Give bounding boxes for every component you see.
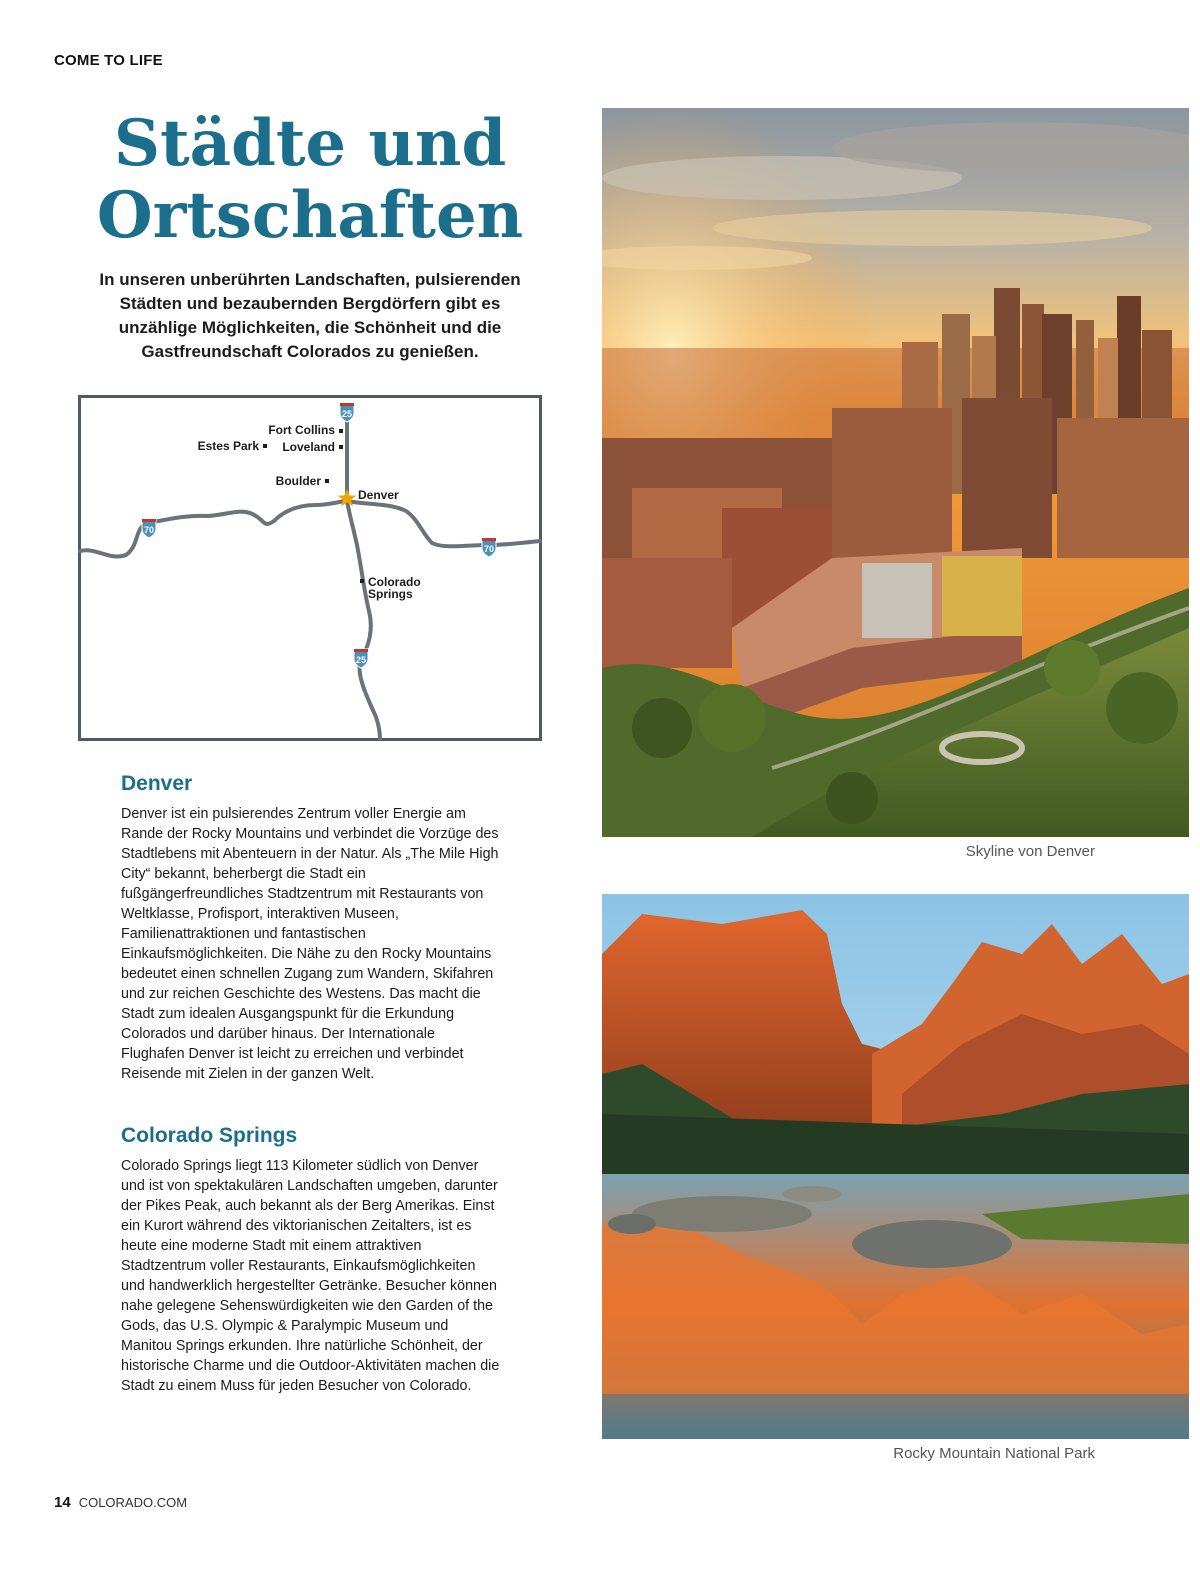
page-number: 14 bbox=[54, 1494, 71, 1511]
loveland-dot bbox=[339, 445, 343, 449]
label-colorado: Colorado bbox=[368, 575, 421, 589]
boulder-dot bbox=[325, 479, 329, 483]
label-fort-collins: Fort Collins bbox=[268, 423, 335, 437]
denver-heading: Denver bbox=[121, 772, 193, 795]
section-label: COME TO LIFE bbox=[54, 52, 163, 69]
page-title bbox=[60, 108, 560, 252]
estes-park-dot bbox=[263, 444, 267, 448]
label-loveland: Loveland bbox=[282, 440, 335, 454]
site-name: COLORADO.COM bbox=[78, 1495, 188, 1510]
title-line-2: Ortschaften bbox=[96, 178, 524, 253]
label-estes-park: Estes Park bbox=[197, 439, 259, 453]
svg-text:25: 25 bbox=[341, 409, 353, 419]
colorado-springs-body: Colorado Springs liegt 113 Kilometer südlich von Denver und ist von spektakulären Landschaften umgeben, darunter der Pikes Peak, auch bekannt als der Berg Amerikas. Einst ein Kurort während des viktorianischen Zeitalters, ist es heute eine moderne Stadt mit einem attraktiven Stadtzentrum voller Restaurants, Einkaufsmöglichkeiten und handwerklich hergestellter Getränke. Besucher können nahe gelegene Sehenswürdigkeiten wie den Garden of the Gods, das U.S. Olympic & Paralympic Museum und Manitou Springs erkunden. Ihre natürliche Schönheit, der historische Charme und die Outdoor-Aktivitäten machen die Stadt zu einem Muss für jeden Besucher von Colorado. bbox=[121, 1158, 500, 1394]
intro-paragraph: In unseren unberührten Landschaften, pulsierenden Städten und bezaubernden Bergdörfern gibt es unzählige Möglichkeiten, die Schönheit und die Gastfreundschaft Colorados zu genießen. bbox=[99, 270, 521, 361]
label-boulder: Boulder bbox=[275, 474, 321, 488]
label-denver: Denver bbox=[358, 488, 399, 502]
colorado-springs-dot bbox=[360, 579, 364, 583]
label-springs: Springs bbox=[368, 587, 413, 601]
svg-text:70: 70 bbox=[483, 544, 495, 554]
svg-text:25: 25 bbox=[355, 655, 367, 665]
denver-skyline-photo bbox=[602, 108, 1189, 837]
denver-body: Denver ist ein pulsierendes Zentrum voller Energie am Rande der Rocky Mountains und verbindet die Vorzüge des Stadtlebens mit Abenteuern in der Natur. Als „The Mile High City“ bekannt, beherbergt die Stadt ein fußgängerfreundliches Stadtzentrum mit Restaurants von Weltklasse, Profisport, interaktiven Museen, Familienattraktionen und fantastischen Einkaufsmöglichkeiten. Die Nähe zu den Rocky Mountains bedeutet einen schnellen Zugang zum Wandern, Skifahren und zur reichen Geschichte des Westens. Das macht die Stadt zum idealen Ausgangspunkt für die Erkundung Colorados und darüber hinaus. Der Internationale Flughafen Denver ist leicht zu erreichen und verbindet Reisende mit Zielen in der ganzen Welt. bbox=[121, 806, 499, 1082]
title-line-1: Städte und bbox=[113, 106, 507, 181]
colorado-springs-heading: Colorado Springs bbox=[121, 1124, 298, 1147]
denver-caption: Skyline von Denver bbox=[965, 843, 1095, 860]
page-footer bbox=[54, 1494, 187, 1511]
svg-text:70: 70 bbox=[143, 525, 155, 535]
rocky-mountain-caption: Rocky Mountain National Park bbox=[893, 1445, 1095, 1462]
rocky-mountain-photo bbox=[602, 894, 1189, 1439]
colorado-map bbox=[78, 395, 542, 741]
fort-collins-dot bbox=[339, 429, 343, 433]
